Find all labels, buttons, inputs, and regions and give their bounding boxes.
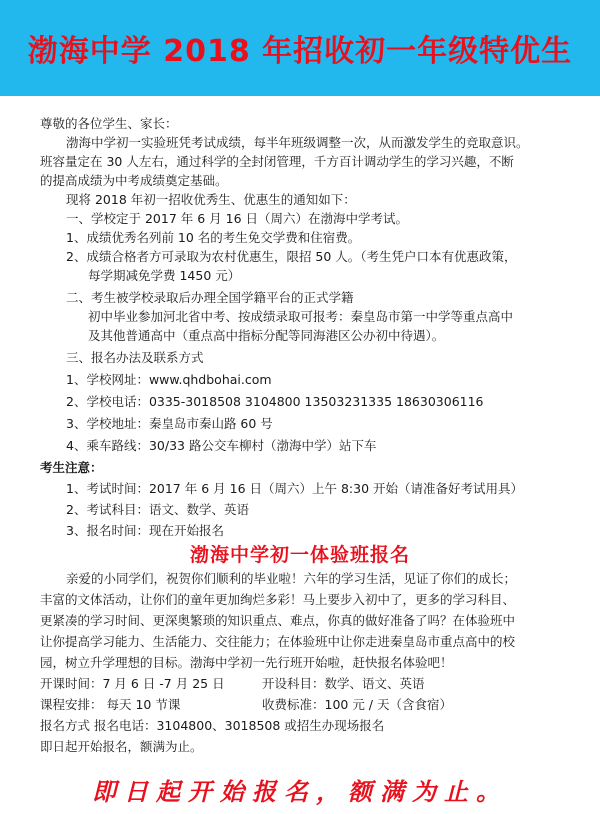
bus-route: 4、乘车路线：30/33 路公交车柳村（渤海中学）站下车	[66, 438, 377, 453]
greeting: 尊敬的各位学生、家长：	[40, 116, 178, 131]
signup-start: 即日起开始报名，额满为止。	[40, 739, 203, 754]
trial-paragraph-line: 让你提高学习能力、生活能力、交往能力；在体验班中让你走进秦皇岛市重点高中的校	[40, 634, 516, 649]
exam-item: 2、考试科目：语文、数学、英语	[66, 502, 249, 517]
notice-item: 三、报名办法及联系方式	[66, 350, 204, 365]
footer-slogan: 即日起开始报名，额满为止。	[92, 777, 508, 806]
notice-item: 每学期减免学费 1450 元）	[88, 268, 241, 283]
trial-paragraph-line: 园，树立升学理想的目标。渤海中学初一先行班开始啦，赶快报名体验吧！	[40, 655, 453, 670]
school-website: 1、学校网址：www.qhdbohai.com	[66, 372, 272, 387]
notice-lead: 现将 2018 年初一招收优秀生、优惠生的通知如下：	[66, 192, 356, 207]
trial-paragraph-line: 更紧凑的学习时间、更深奥繁琐的知识重点、难点，你真的做好准备了吗？在体验班中	[40, 613, 516, 628]
trial-paragraph-line: 丰富的文体活动，让你们的童年更加绚烂多彩！马上要步入初中了，更多的学习科目、	[40, 592, 516, 607]
notice-item: 2、成绩合格者方可录取为农村优惠生，限招 50 人。（考生凭户口本有优惠政策，	[66, 249, 517, 264]
trial-class-title: 渤海中学初一体验班报名	[189, 544, 410, 566]
intro-line-3: 的提高成绩为中考成绩奠定基础。	[40, 173, 228, 188]
exam-item: 1、考试时间：2017 年 6 月 16 日（周六）上午 8:30 开始（请准备好考试用具）	[66, 481, 524, 496]
header-banner	[0, 0, 600, 96]
exam-heading: 考生注意：	[40, 460, 103, 475]
course-arrangement: 课程安排： 每天 10 节课	[40, 697, 181, 712]
school-phone: 2、学校电话：0335-3018508 3104800 13503231335 18630306116	[66, 394, 484, 409]
course-fee: 收费标准：100 元 / 天（含食宿）	[262, 697, 452, 712]
page-title: 渤海中学 2018 年招收初一年级特优生	[27, 34, 573, 69]
notice-item: 一、学校定于 2017 年 6 月 16 日（周六）在渤海中学考试。	[66, 211, 409, 226]
signup-method: 报名方式 报名电话：3104800、3018508 或招生办现场报名	[40, 718, 385, 733]
exam-item: 3、报名时间：现在开始报名	[66, 523, 224, 538]
notice-item: 1、成绩优秀名列前 10 名的考生免交学费和住宿费。	[66, 230, 361, 245]
trial-paragraph-line: 亲爱的小同学们，祝贺你们顺利的毕业啦！六年的学习生活，见证了你们的成长；	[66, 571, 517, 586]
school-address: 3、学校地址：秦皇岛市秦山路 60 号	[66, 416, 273, 431]
intro-line-1: 渤海中学初一实验班凭考试成绩，每半年班级调整一次，从而激发学生的竞取意识。	[66, 135, 529, 150]
notice-item: 二、考生被学校录取后办理全国学籍平台的正式学籍	[66, 290, 354, 305]
notice-item: 初中毕业参加河北省中考、按成绩录取可报考：秦皇岛市第一中学等重点高中	[88, 309, 514, 324]
course-subjects: 开设科目：数学、语文、英语	[262, 676, 425, 691]
intro-line-2: 班容量定在 30 人左右，通过科学的全封闭管理，千方百计调动学生的学习兴趣，不断	[40, 154, 514, 169]
notice-item: 及其他普通高中（重点高中指标分配等同海港区公办初中待遇）。	[88, 328, 445, 343]
course-dates: 开课时间：7 月 6 日 -7 月 25 日	[40, 676, 225, 691]
